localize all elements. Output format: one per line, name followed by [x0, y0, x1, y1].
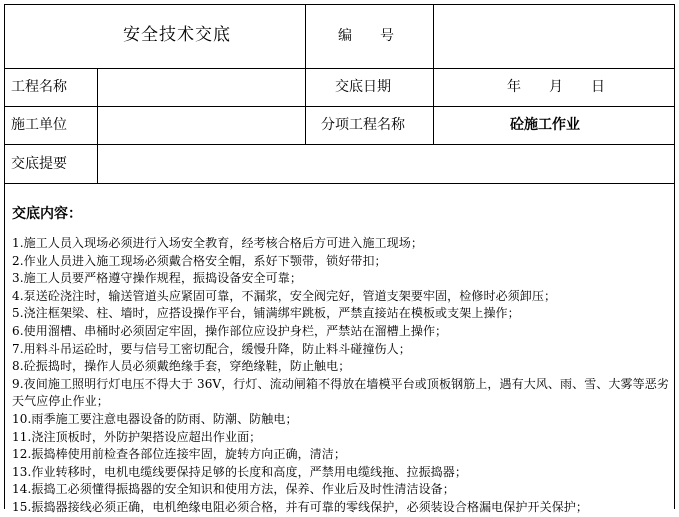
- column-divider: [97, 68, 98, 183]
- list-item: 9.夜间施工照明行灯电压不得大于 36V，行灯、流动闸箱不得放在墙模平台或顶板钢筋上，遇有大风、雨、雪、大雾等恶劣天气应停止作业；: [12, 376, 669, 409]
- list-item: 10.雨季施工要注意电器设备的防雨、防潮、防触电；: [12, 411, 298, 426]
- content-list: [12, 235, 672, 517]
- subproject-label: 分项工程名称: [321, 117, 405, 133]
- list-item: 2.作业人员进入施工现场必须戴合格安全帽，系好下颚带，锁好带扣；: [12, 253, 387, 268]
- list-item: 3.施工人员要严格遵守操作规程，振捣设备安全可靠；: [12, 271, 302, 286]
- content-heading: 交底内容：: [12, 206, 82, 222]
- list-item: 4.泵送砼浇注时，输送管道头应紧固可靠，不漏浆，安全阀完好，管道支架要牢固，检修时必须卸压；: [12, 288, 557, 303]
- summary-label: 交底提要: [11, 156, 67, 172]
- row-divider: [5, 68, 674, 69]
- form-title: 安全技术交底: [123, 25, 231, 45]
- row-divider: [5, 106, 674, 107]
- row-divider: [5, 183, 674, 184]
- list-item: 6.使用溜槽、串桶时必须固定牢固，操作部位应设护身栏，严禁站在溜槽上操作；: [12, 323, 448, 338]
- subproject-value: 砼施工作业: [510, 117, 580, 133]
- disclosure-form: [4, 4, 675, 514]
- construction-unit-label: 施工单位: [11, 117, 67, 133]
- list-item: 7.用料斗吊运砼时，要与信号工密切配合，缓慢升降，防止料斗碰撞伤人；: [12, 341, 411, 356]
- column-divider: [305, 5, 306, 144]
- date-label: 交底日期: [335, 79, 391, 95]
- number-label: 编 号: [338, 28, 394, 44]
- row-divider: [5, 144, 674, 145]
- list-item: 8.砼振捣时，操作人员必须戴绝缘手套，穿绝缘鞋，防止触电；: [12, 359, 351, 374]
- list-item: 12.振捣棒使用前检查各部位连接牢固，旋转方向正确，清洁；: [12, 447, 346, 462]
- list-item: 13.作业转移时，电机电缆线要保持足够的长度和高度，严禁用电缆线拖、拉振捣器；: [12, 464, 467, 479]
- date-value: 年 月 日: [507, 79, 605, 95]
- list-item: 1.施工人员入现场必须进行入场安全教育，经考核合格后方可进入施工现场；: [12, 236, 423, 250]
- list-item: 5.浇注框架梁、柱、墙时，应搭设操作平台，铺满绑牢跳板，严禁直接站在模板或支架上操作；: [12, 306, 520, 321]
- list-item: 14.振捣工必须懂得振捣器的安全知识和使用方法，保养、作业后及时性清洁设备；: [12, 482, 455, 497]
- list-item: 11.浇注顶板时，外防护架搭设应超出作业面；: [12, 429, 262, 444]
- list-item: 15.振捣器接线必须正确，电机绝缘电阻必须合格，并有可靠的零线保护，必须装设合格漏电保护开关保护；: [12, 499, 588, 514]
- project-name-label: 工程名称: [11, 79, 67, 95]
- column-divider: [433, 5, 434, 144]
